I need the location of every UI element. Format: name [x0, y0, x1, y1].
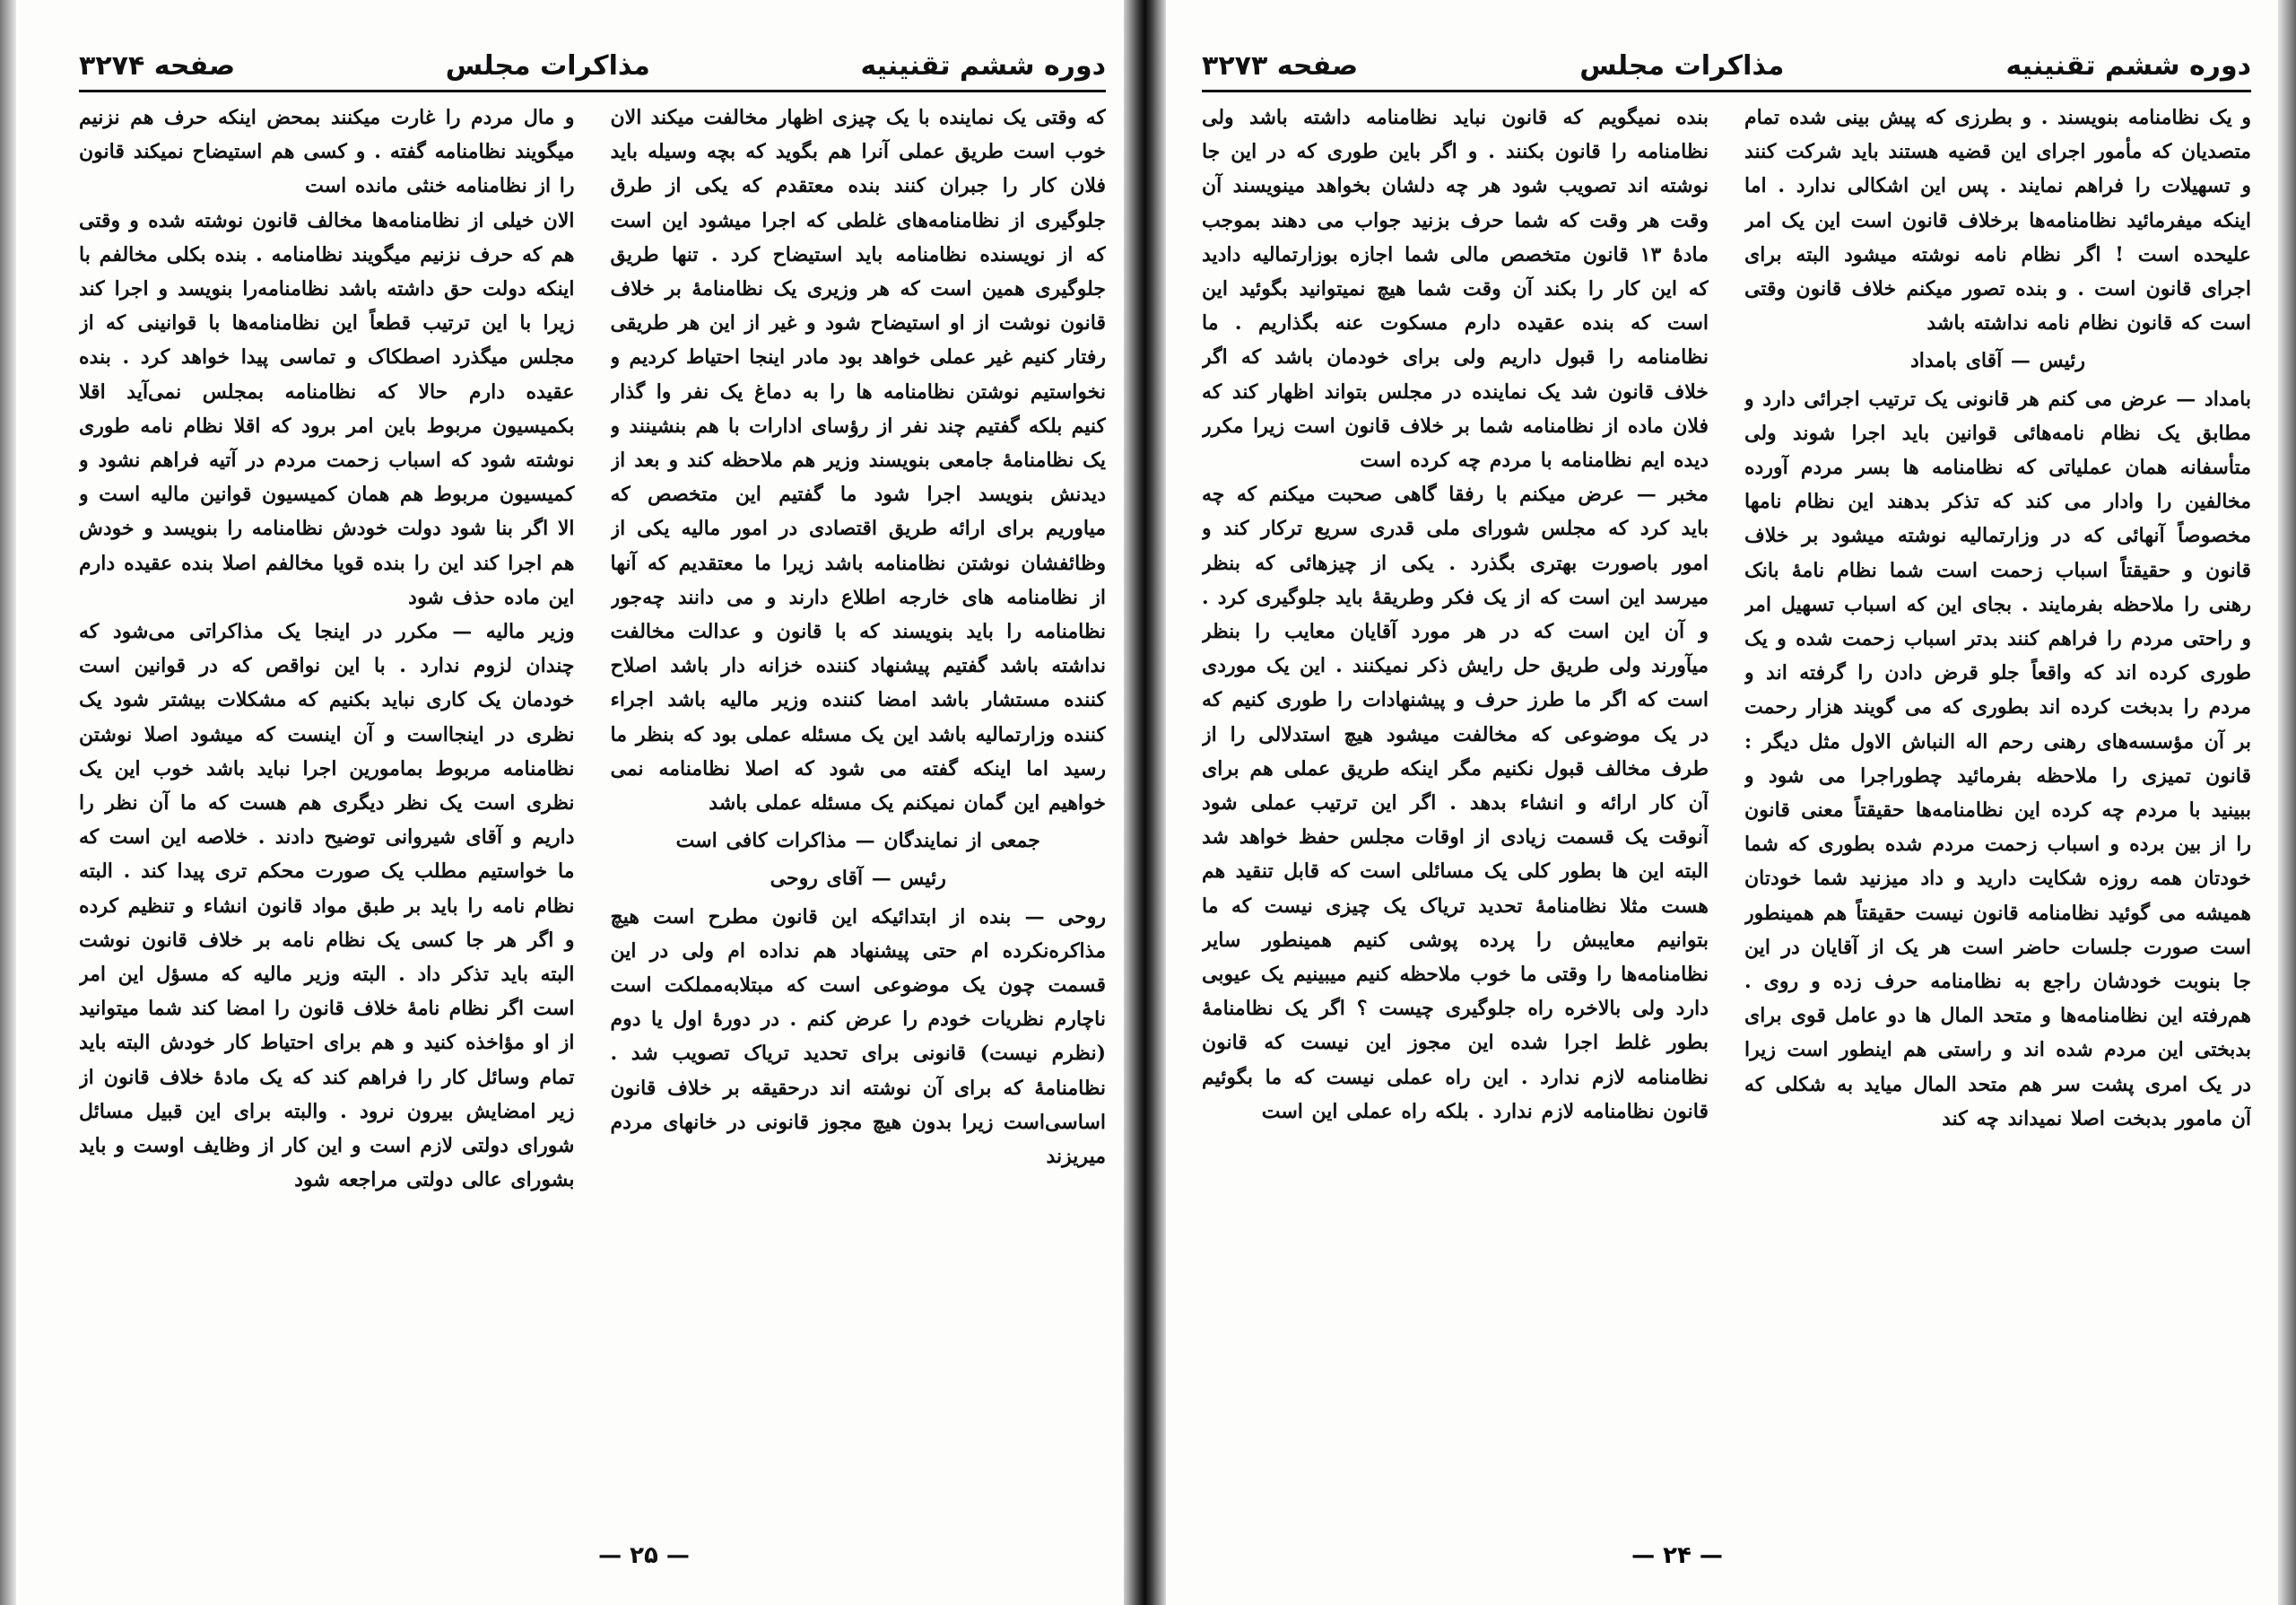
right-header-inner: صفحه ۳۲۷۳: [1202, 49, 1359, 82]
left-columns: [79, 100, 1106, 1520]
right-header-rule: [1202, 90, 2251, 92]
paragraph: الان خیلی از نظامنامه‌ها مخالف قانون نوشته شده و وقتی هم که حرف نزنیم میگویند نظامنامه . بنده بکلی مخالفم با اینکه دولت حق داشته باشد نظامنامه‌را بنویسد و اجرا کند زیرا با این ترتیب قطعاً این نظامنامه‌ها با قوانینی که از مجلس میگذرد اصطکاک و تماسی پیدا خواهد کرد . بنده عقیده دارم حالا که نظامنامه بمجلس نمی‌آید اقلا بکمیسیون مربوط باین امر برود که اقلا نظام نامه طوری نوشته شود که اسباب زحمت مردم در آتیه فراهم نشود و کمیسیون مربوط هم همان کمیسیون قوانین مالیه است و الا اگر بنا شود دولت خودش نظامنامه را بنویسد و خودش هم اجرا کند این را بنده قویا مخالفم اصلا بنده عقیده دارم این ماده حذف شود: [79, 208, 575, 609]
left-column-inner: [611, 100, 1107, 1520]
scan-edge-right: [2278, 0, 2296, 1605]
right-columns: [1202, 100, 2251, 1520]
speaker-line: رئیس — آقای بامداد: [1909, 349, 2086, 373]
book-gutter: [1124, 0, 1166, 1605]
paragraph: روحی — بنده از ابتدائیکه این قانون مطرح است هیچ مذاکره‌نکرده ام حتی پیشنهاد هم نداده ام ولی در این قسمت چون یک موضوعی است که مبتلابه‌مملکت است ناچارم نظریات خودم را عرض کنم . در دورهٔ اول یا دوم (نظرم نیست) قانونی برای تحدید تریاک تصویب شد . نظامنامهٔ که برای آن نوشته اند درحقیقه بر خلاف قانون اساسی‌است زیرا بدون هیچ مجوز قانونی در خانهای مردم میریزند: [610, 904, 1106, 1169]
scan-edge-left: [0, 0, 16, 1605]
left-page-folio: — ۲۵ —: [598, 1542, 690, 1569]
paragraph: بنده نمیگویم که قانون نباید نظامنامه داشته باشد ولی نظامنامه را قانون بکنند . و اگر باین طوری که در این جا نوشته اند تصویب شود هر چه دلشان بخواهد مینویسند آن وقت هر وقت که شما حرف بزنید جواب می دهند بموجب مادهٔ ۱۳ قانون متخصص مالی شما اجازه بوزارتمالیه دادید که این کار را بکند آن وقت شما هیچ نمیتوانید بگوئید این است که بنده عقیده دارم مسکوت عنه بگذاریم . ما نظامنامه را قبول داریم ولی برای خودمان باشد که اگر خلاف قانون شد یک نماینده در مجلس بتواند اظهار کند که فلان ماده از نظامنامه شما بر خلاف قانون است زیرا مکرر دیده ایم نظامنامه با مردم چه کرده است: [1202, 106, 1709, 473]
left-header-rule: [79, 90, 1106, 92]
left-header-inner: دوره ششم تقنینیه: [860, 49, 1106, 82]
right-running-head: [1202, 43, 2251, 88]
right-header-outer: دوره ششم تقنینیه: [2005, 49, 2251, 82]
right-header-center: مذاکرات مجلس: [1579, 49, 1785, 82]
right-column-outer: [1744, 100, 2251, 1520]
right-page: [1166, 0, 2278, 1605]
paragraph: و یک نظامنامه بنویسند . و بطرزی که پیش بینی شده تمام متصدیان که مأمور اجرای این قضیه هستند باید شرکت کنند و تسهیلات را فراهم نمایند . پس این اشکالی ندارد . اما اینکه میفرمائید نظامنامه‌ها برخلاف قانون است این یک امر علیحده است ! اگر نظام نامه نوشته میشود البته برای اجرای قانون است . و بنده تصور میکنم خلاف قانون وقتی است که قانون نظام نامه نداشته باشد: [1744, 106, 2251, 336]
paragraph: بامداد — عرض می کنم هر قانونی یک ترتیب اجرائی دارد و مطابق یک نظام نامه‌هائی قوانین باید اجرا شوند ولی متأسفانه همان عملیاتی که نظامنامه ها بسر مردم آورده مخالفین را وادار می کند که تذکر بدهند این نظام نامها مخصوصاً آنهائی که در وزارتمالیه نوشته میشود بر خلاف قانون و حقیقتاً اسباب زحمت است شما نظام نامهٔ بانک رهنی را ملاحظه بفرمایند . بجای این که اسباب تسهیل امر و راحتی مردم را فراهم کنند بدتر اسباب زحمت شده و یک طوری کرده اند که واقعاً جلو قرض دادن را گرفته اند و مردم را بدبخت کرده اند بطوری که می گویند هزار رحمت بر آن مؤسسه‌های رهنی رحم اله النباش الاول مثل دیگر : قانون تمیزی را ملاحظه بفرمائید چطوراجرا می شود و ببینید با مردم چه کرده این نظامنامه‌ها حقیقتاً معنی قانون را از بین برده و اسباب زحمت مردم شده بطوری که شما خودتان همه روزه شکایت دارید و داد میزنید شما خودتان همیشه می گوئید نظامنامه قانون نیست حقیقتاً هم همینطور است صورت جلسات حاضر است هر یک از آقایان در این جا بنوبت خودشان راجع به نظامنامه حرف زده و روی . هم‌رفته این نظامنامه‌ها و متحد المال ها دو عامل قوی برای بدبختی این مردم شده اند و راستی هم اینطور است زیرا در یک امری پشت سر هم متحد المال میاید به شکلی که آن مامور بدبخت اصلا نمیداند چه کند: [1744, 387, 2251, 1130]
right-column-inner: [1202, 100, 1709, 1520]
left-header-center: مذاکرات مجلس: [445, 49, 650, 82]
left-column-outer: [79, 100, 575, 1520]
paragraph: وزیر مالیه — مکرر در اینجا یک مذاکراتی می‌شود که چندان لزوم ندارد . با این نواقص که در قوانین است خودمان یک کاری نباید بکنیم که مشکلات بیشتر شود یک نظری در اینجااست و آن اینست که میشود اصلا نوشتن نظامنامه مربوط بمامورین اجرا نباید باشد خوب این یک نظری است یک نظر دیگری هم هست که ما آن نظر را داریم و آقای شیروانی توضیح دادند . خلاصه این است که ما خواستیم مطلب یک صورت محکم تری پیدا کند . البته نظام نامه را باید بر طبق مواد قانون انشاء و تنظیم کرده و اگر هر جا کسی یک نظام نامه بر خلاف قانون نوشت البته باید تذکر داد . البته وزیر مالیه که مسؤل این امر است اگر نظام نامهٔ خلاف قانون را امضا کند شما میتوانید از او مؤاخذه کنید و هم برای احتیاط کار خودش البته باید تمام وسائل کار را فراهم کند که یک مادهٔ خلاف قانون از زیر امضایش بیرون نرود . والبته برای این قبیل مسائل شورای دولتی لازم است و این کار از وظایف اوست و باید بشورای عالی دولتی مراجعه شود: [79, 620, 575, 1192]
speaker-line: رئیس — آقای روحی: [770, 867, 946, 891]
paragraph: و مال مردم را غارت میکنند بمحض اینکه حرف هم نزنیم میگویند نظامنامه گفته . و کسی هم استیضاح نمیکند قانون را از نظامنامه خنثی مانده است: [79, 106, 575, 198]
left-running-head: [79, 43, 1106, 88]
right-page-folio: — ۲۴ —: [1631, 1542, 1723, 1569]
paragraph: که وقتی یک نماینده با یک چیزی اظهار مخالفت میکند الان خوب است طریق عملی آنرا هم بگوید که بچه وسیله باید فلان کار را جبران کنند بنده معتقدم که یکی از طرق جلوگیری از نظامنامه‌های غلطی که اجرا میشود این است که از نویسنده نظامنامه باید استیضاح کرد . تنها طریق جلوگیری همین است که هر وزیری یک نظامنامهٔ بر خلاف قانون نوشت از او استیضاح شود و غیر از این هر طریقی رفتار کنیم غیر عملی خواهد بود مادر اینجا احتیاط کردیم و نخواستیم نوشتن نظامنامه ها را به دماغ یک نفر وا گذار کنیم بلکه گفتیم چند نفر از رؤسای ادارات با هم بنشینند و یک نظامنامهٔ جامعی بنویسند وزیر هم ملاحظه کند و بعد از دیدنش بنویسد اجرا شود ما گفتیم این متخصص که میاوریم برای ارائه طریق اقتصادی در امور مالیه یکی از وظائفشان نوشتن نظامنامه باشد زیرا ما معتقدیم که آنها از نظامنامه های خارجه اطلاع دارند و می دانند چه‌جور نظامنامه را باید بنویسند که با قانون و عدالت مخالفت نداشته باشد گفتیم پیشنهاد کننده خزانه دار باشد اصلاح کننده مستشار باشد امضا کننده وزیر مالیه باشد اجراء کننده وزارتمالیه باشد این یک مسئله عملی بود که بنظر ما رسید اما اینکه گفته می شود که اصلا نظامنامه نمی خواهیم این گمان نمیکنم یک مسئله عملی باشد: [610, 106, 1106, 816]
left-page: [16, 0, 1124, 1605]
speaker-line: جمعی از نمایندگان — مذاکرات کافی است: [675, 829, 1040, 853]
left-header-outer: صفحه ۳۲۷۴: [79, 49, 236, 82]
paragraph: مخبر — عرض میکنم با رفقا گاهی صحبت میکنم که چه باید کرد که مجلس شورای ملی قدری سریع ترکار کند و امور باصورت بهتری بگذرد . یکی از چیزهائی که بنظر میرسد این است که از یک فکر وطریقهٔ باید جلوگیری کرد . و آن این است که در هر مورد آقایان معایب را بنظر میآورند ولی طریق حل رایش ذکر نمیکنند . این یک موردی است که اگر ما طرز حرف و پیشنهادات را طوری کنیم که در یک موضوعی که مخالفت میشود هیچ استدلالی را از طرف مخالف قبول نکنیم مگر اینکه طریق عملی هم برای آن کار ارائه و انشاء بدهد . اگر این ترتیب عملی شود آنوقت یک قسمت زیادی از اوقات مجلس حفظ خواهد شد البته این ها بطور کلی یک مسائلی است که قابل تنقید هم هست مثلا نظامنامهٔ تحدید تریاک یک چیزی نیست که ما بتوانیم معایبش را پرده پوشی کنیم همینطور سایر نظامنامه‌ها را وقتی ما خوب ملاحظه کنیم میبینیم یک عیوبی دارد ولی بالاخره راه جلوگیری چیست ؟ اگر یک نظامنامهٔ بطور غلط اجرا شده این مجوز این نیست که قانون نظامنامه لازم ندارد . این راه عملی نیست که ما بگوئیم قانون نظامنامه لازم ندارد . بلکه راه عملی این است: [1202, 483, 1709, 1123]
